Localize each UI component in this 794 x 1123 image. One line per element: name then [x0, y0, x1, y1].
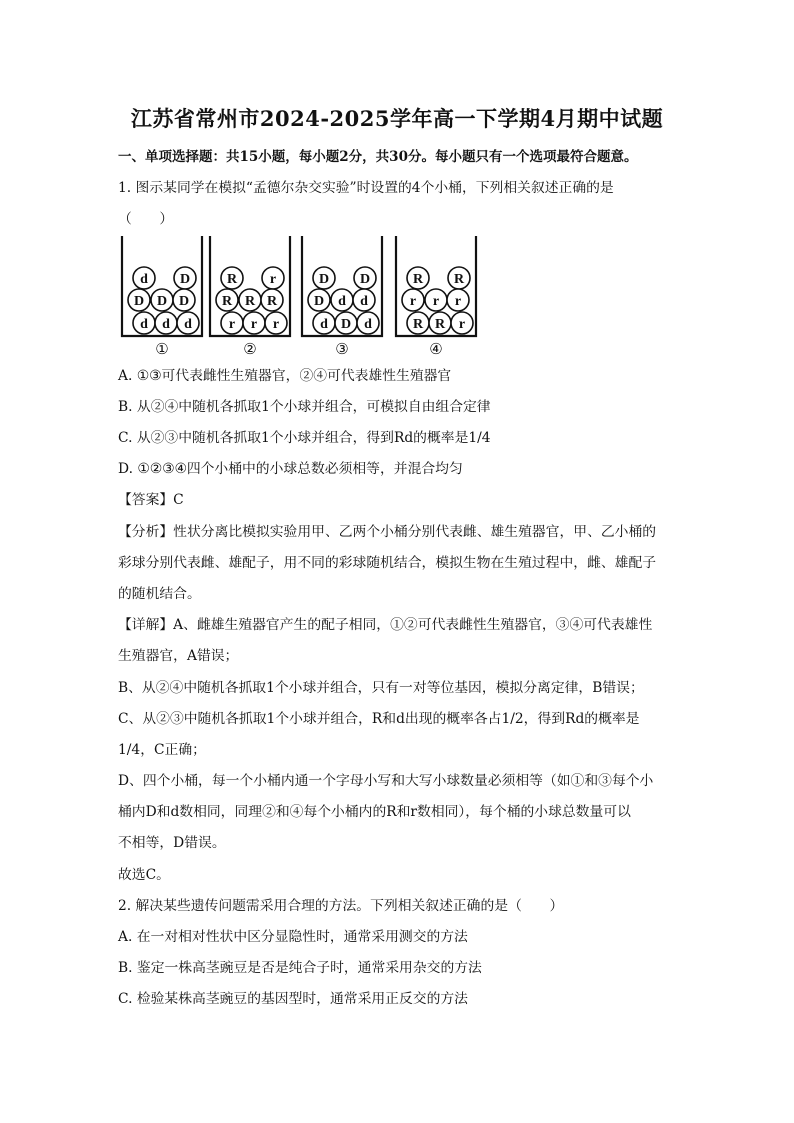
- q2-stem: 2. 解决某些遗传问题需采用合理的方法。下列相关叙述正确的是（ ）: [118, 898, 564, 914]
- bucket-label: ②: [243, 340, 257, 358]
- q1-detail-line: 1/4，C正确；: [118, 742, 206, 758]
- q1-analysis-line: 【分析】性状分离比模拟实验用甲、乙两个小桶分别代表雌、雄生殖器官，甲、乙小桶的: [118, 524, 657, 540]
- q1-option-a: A. ①③可代表雌性生殖器官，②④可代表雄性生殖器官: [118, 368, 452, 384]
- ball-label: D: [178, 294, 190, 309]
- q2-option-b: B. 鉴定一株高茎豌豆是否是纯合子时，通常采用杂交的方法: [118, 960, 482, 976]
- q1-answer: 【答案】C: [118, 492, 184, 508]
- ball-label: r: [272, 317, 280, 332]
- ball-label: d: [140, 317, 148, 332]
- ball-label: R: [244, 294, 256, 309]
- section-heading: 一、单项选择题：共15小题，每小题2分，共30分。每小题只有一个选项最符合题意。: [118, 149, 638, 165]
- ball-label: D: [179, 272, 191, 287]
- ball-label: R: [226, 272, 238, 287]
- q1-detail-line: C、从②③中随机各抓取1个小球并组合，R和d出现的概率各占1/2，得到Rd的概率是: [118, 711, 640, 727]
- ball-label: R: [412, 317, 424, 332]
- q1-option-b: B. 从②④中随机各抓取1个小球并组合，可模拟自由组合定律: [118, 399, 491, 415]
- ball-label: r: [269, 272, 277, 287]
- q1-detail-line: 桶内D和d数相同，同理②和④每个小桶内的R和r数相同），每个桶的小球总数量可以: [118, 804, 631, 820]
- ball-label: R: [434, 317, 446, 332]
- ball-label: D: [340, 317, 352, 332]
- q1-stem: 1. 图示某同学在模拟“孟德尔杂交实验”时设置的4个小桶，下列相关叙述正确的是: [118, 180, 614, 196]
- ball-label: d: [184, 317, 192, 332]
- bucket-figure: [118, 232, 488, 360]
- ball-label: r: [250, 317, 258, 332]
- q1-analysis-line: 的随机结合。: [118, 586, 201, 602]
- ball-label: d: [162, 317, 170, 332]
- ball-label: R: [412, 272, 424, 287]
- bucket: [396, 236, 476, 358]
- bucket-label: ①: [155, 340, 169, 358]
- page-title: 江苏省常州市2024-2025学年高一下学期4月期中试题: [130, 106, 664, 131]
- q2-option-c: C. 检验某株高茎豌豆的基因型时，通常采用正反交的方法: [118, 991, 468, 1007]
- ball-label: D: [156, 294, 168, 309]
- q1-detail-line: D、四个小桶，每一个小桶内通一个字母小写和大写小球数量必须相等（如①和③每个小: [118, 773, 654, 789]
- q1-option-c: C. 从②③中随机各抓取1个小球并组合，得到Rd的概率是1/4: [118, 430, 491, 446]
- ball-label: d: [140, 272, 148, 287]
- ball-label: r: [458, 317, 466, 332]
- ball-label: r: [409, 294, 417, 309]
- bucket: [122, 236, 202, 358]
- ball-label: d: [320, 317, 328, 332]
- ball-label: r: [432, 294, 440, 309]
- bucket: [210, 236, 290, 358]
- bucket-figure-svg: [118, 232, 488, 360]
- q1-conclusion: 故选C。: [118, 867, 170, 883]
- ball-label: d: [360, 294, 368, 309]
- q1-option-d: D. ①②③④四个小桶中的小球总数必须相等，并混合均匀: [118, 461, 463, 477]
- ball-label: R: [221, 294, 233, 309]
- q1-detail-line: 【详解】A、雌雄生殖器官产生的配子相同，①②可代表雌性生殖器官，③④可代表雄性: [118, 617, 653, 633]
- q1-analysis-line: 彩球分别代表雌、雄配子，用不同的彩球随机结合，模拟生物在生殖过程中，雌、雄配子: [118, 555, 657, 571]
- ball-label: D: [313, 294, 325, 309]
- q1-detail-line: 不相等，D错误。: [118, 835, 226, 851]
- ball-label: R: [266, 294, 278, 309]
- q1-stem-bracket: （ ）: [118, 211, 174, 227]
- q2-option-a: A. 在一对相对性状中区分显隐性时，通常采用测交的方法: [118, 929, 468, 945]
- ball-label: r: [228, 317, 236, 332]
- q1-detail-line: B、从②④中随机各抓取1个小球并组合，只有一对等位基因，模拟分离定律，B错误；: [118, 680, 644, 696]
- ball-label: D: [318, 272, 330, 287]
- ball-label: d: [364, 317, 372, 332]
- ball-label: D: [133, 294, 145, 309]
- ball-label: D: [359, 272, 371, 287]
- bucket-label: ③: [335, 340, 349, 358]
- q1-detail-line: 生殖器官，A错误；: [118, 648, 239, 664]
- ball-label: d: [338, 294, 346, 309]
- ball-label: r: [454, 294, 462, 309]
- ball-label: R: [453, 272, 465, 287]
- bucket: [302, 236, 382, 358]
- bucket-label: ④: [429, 340, 443, 358]
